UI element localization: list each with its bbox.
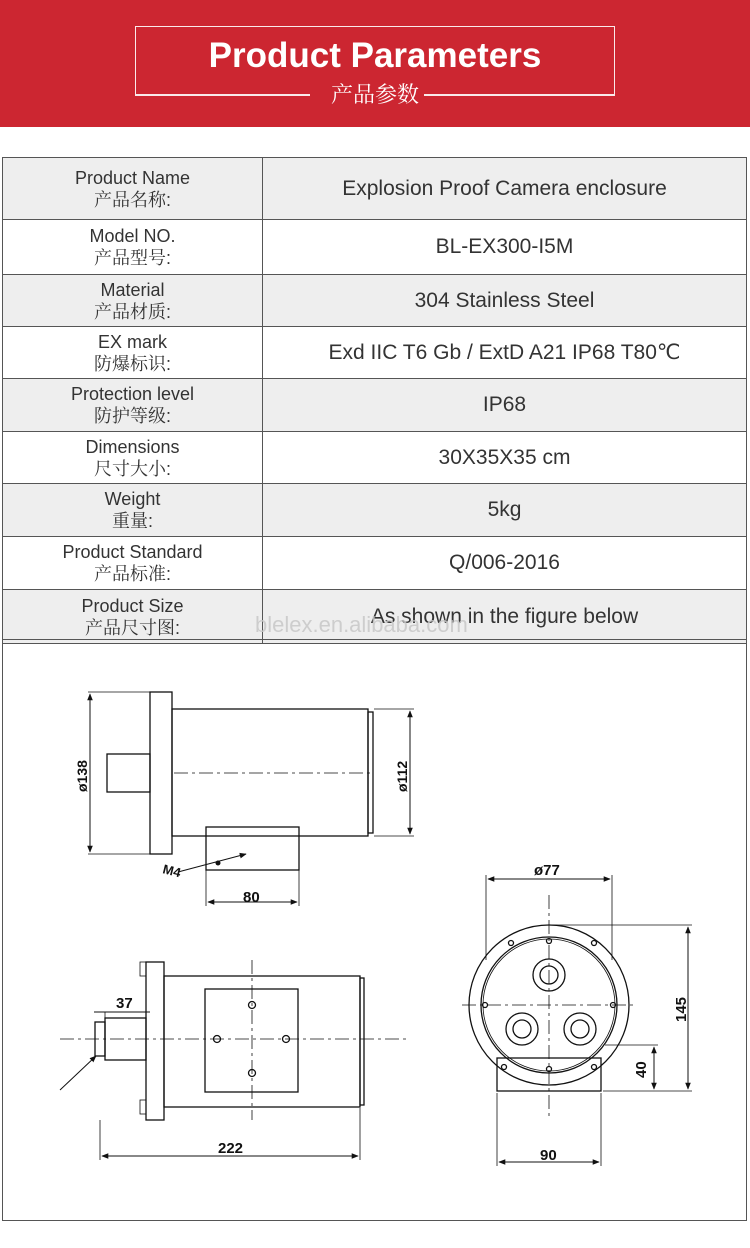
dim-37: 37 bbox=[116, 995, 133, 1012]
param-label-cn: 产品尺寸图: bbox=[84, 617, 180, 638]
param-label-cn: 防爆标识: bbox=[93, 353, 171, 374]
param-label-cn: 产品标准: bbox=[93, 564, 171, 584]
param-label-en: Product Size bbox=[81, 595, 184, 616]
side-view-bottom bbox=[60, 960, 410, 1160]
param-label-cn: 防护等级: bbox=[93, 406, 171, 426]
param-label-en: Weight bbox=[104, 489, 161, 509]
param-value: Exd IIC T6 Gb / ExtD A21 IP68 T80℃ bbox=[263, 327, 747, 379]
param-label-en: Model NO. bbox=[89, 226, 176, 246]
param-label-en: Protection level bbox=[70, 384, 195, 404]
param-value: Explosion Proof Camera enclosure bbox=[263, 158, 747, 220]
param-label-cn: 产品型号: bbox=[93, 248, 171, 268]
param-label-cn: 产品材质: bbox=[93, 301, 171, 322]
page-title: Product Parameters bbox=[208, 36, 542, 75]
param-value: 30X35X35 cm bbox=[263, 432, 747, 484]
param-value: As shown in the figure below bbox=[263, 590, 747, 644]
watermark: blelex.en.alibaba.com bbox=[255, 612, 468, 637]
param-value: Q/006-2016 bbox=[263, 537, 747, 590]
dim-222: 222 bbox=[218, 1140, 244, 1157]
param-label-en: Product Standard bbox=[62, 542, 203, 562]
dim-d112: ø112 bbox=[394, 760, 410, 792]
page-subtitle: 产品参数 bbox=[330, 82, 419, 107]
param-value: BL-EX300-I5M bbox=[263, 220, 747, 275]
dim-40: 40 bbox=[633, 1061, 650, 1078]
param-label-cn: 重量: bbox=[111, 511, 153, 531]
dim-145: 145 bbox=[673, 996, 690, 1022]
param-label-cn: 尺寸大小: bbox=[93, 458, 171, 479]
param-label-en: EX mark bbox=[97, 331, 167, 352]
dim-90: 90 bbox=[540, 1147, 557, 1164]
dim-80: 80 bbox=[243, 889, 260, 906]
param-label-en: Material bbox=[100, 279, 165, 300]
side-view-top bbox=[88, 692, 414, 906]
param-label-en: Product Name bbox=[74, 167, 191, 188]
param-value: 304 Stainless Steel bbox=[263, 275, 747, 327]
dim-d138: ø138 bbox=[74, 760, 90, 792]
param-value: 5kg bbox=[263, 484, 747, 537]
dim-m4: M4 bbox=[161, 861, 183, 881]
param-label-cn: 产品名称: bbox=[93, 189, 171, 210]
param-label-en: Dimensions bbox=[85, 436, 180, 457]
dim-d77: ø77 bbox=[534, 862, 560, 879]
front-view bbox=[462, 875, 692, 1166]
param-value: IP68 bbox=[263, 379, 747, 432]
